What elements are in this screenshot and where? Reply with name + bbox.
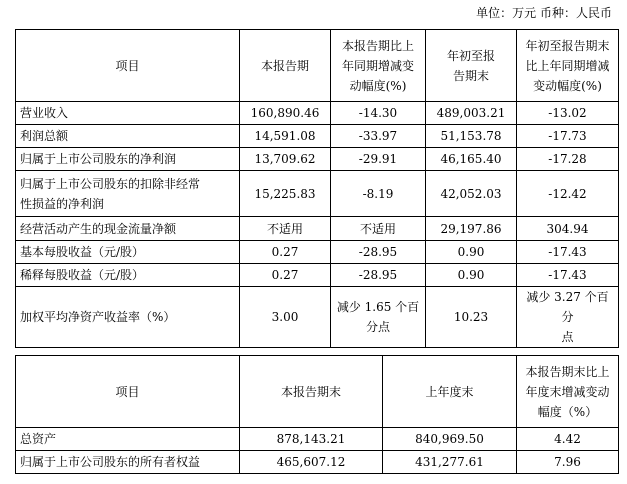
header-ytd-yoy — [517, 30, 619, 102]
row-current: 13,709.62 — [240, 148, 331, 171]
row-current-yoy: -28.95 — [331, 264, 426, 287]
header-ytd-line2: 告期末 — [452, 68, 489, 83]
table2-header-row — [16, 356, 619, 428]
row-ytd-yoy: -13.02 — [517, 102, 619, 125]
row-ytd-yoy: -17.73 — [517, 125, 619, 148]
header-item: 项目 — [16, 356, 240, 428]
header-change-line3: 幅度（%） — [537, 404, 598, 419]
header-current-yoy — [331, 30, 426, 102]
header-change-line2: 年度末增减变动 — [525, 384, 610, 399]
row-item: 加权平均净资产收益率（%） — [16, 287, 240, 348]
table-row — [16, 148, 619, 171]
header-current-yoy-line3: 动幅度(%) — [349, 78, 407, 93]
unit-currency-note: 单位：万元 币种：人民币 — [476, 6, 612, 20]
row-ytd-yoy: 304.94 — [517, 217, 619, 241]
row-prior-year-end: 431,277.61 — [383, 451, 517, 474]
row-current-yoy: -33.97 — [331, 125, 426, 148]
row-ytd: 489,003.21 — [426, 102, 517, 125]
header-item: 项目 — [16, 30, 240, 102]
row-current-yoy: 不适用 — [331, 217, 426, 241]
header-ytd-yoy-line1: 年初至报告期末 — [525, 38, 610, 53]
row-current-yoy: -14.30 — [331, 102, 426, 125]
row-current: 14,591.08 — [240, 125, 331, 148]
row-ytd-yoy: -17.28 — [517, 148, 619, 171]
row-item: 归属于上市公司股东的净利润 — [16, 148, 240, 171]
row-prior-year-end: 840,969.50 — [383, 428, 517, 451]
row-item: 经营活动产生的现金流量净额 — [16, 217, 240, 241]
balance-figures-table — [15, 355, 619, 474]
header-current-period: 本报告期 — [240, 30, 331, 102]
header-ytd-line1: 年初至报 — [446, 48, 495, 63]
row-ytd-yoy — [517, 287, 619, 348]
quarterly-key-figures-table — [15, 29, 619, 348]
row-item: 营业收入 — [16, 102, 240, 125]
table1-header-row — [16, 30, 619, 102]
row-ytd-yoy: -17.43 — [517, 241, 619, 264]
row-current-yoy-line1: 减少 1.65 个百 — [336, 300, 420, 314]
row-current-yoy — [331, 287, 426, 348]
row-ytd: 51,153.78 — [426, 125, 517, 148]
table-row — [16, 125, 619, 148]
table-row — [16, 171, 619, 217]
header-ytd — [426, 30, 517, 102]
row-item-line2: 性损益的净利润 — [20, 196, 105, 211]
table-row — [16, 241, 619, 264]
header-change — [517, 356, 619, 428]
row-ytd: 46,165.40 — [426, 148, 517, 171]
header-change-line1: 本报告期末比上 — [525, 364, 610, 379]
row-ytd: 10.23 — [426, 287, 517, 348]
row-current: 0.27 — [240, 264, 331, 287]
row-ytd-yoy-line2: 点 — [561, 330, 574, 344]
row-ytd: 0.90 — [426, 241, 517, 264]
row-current: 3.00 — [240, 287, 331, 348]
row-item: 稀释每股收益（元/股） — [16, 264, 240, 287]
row-change: 4.42 — [517, 428, 619, 451]
row-current: 不适用 — [240, 217, 331, 241]
row-ytd: 0.90 — [426, 264, 517, 287]
row-period-end: 465,607.12 — [240, 451, 383, 474]
row-current-yoy: -29.91 — [331, 148, 426, 171]
row-item: 归属于上市公司股东的所有者权益 — [16, 451, 240, 474]
row-item-line1: 归属于上市公司股东的扣除非经常 — [20, 176, 201, 191]
row-item — [16, 171, 240, 217]
table-row — [16, 217, 619, 241]
header-period-end: 本报告期末 — [240, 356, 383, 428]
table-row — [16, 428, 619, 451]
header-prior-year-end: 上年度末 — [383, 356, 517, 428]
row-change: 7.96 — [517, 451, 619, 474]
row-ytd-yoy: -12.42 — [517, 171, 619, 217]
table-row — [16, 264, 619, 287]
row-current-yoy-line2: 分点 — [365, 320, 390, 334]
header-current-yoy-line2: 年同期增减变 — [341, 58, 414, 73]
row-ytd: 42,052.03 — [426, 171, 517, 217]
row-period-end: 878,143.21 — [240, 428, 383, 451]
header-ytd-yoy-line3: 变动幅度(%) — [533, 78, 602, 93]
row-current: 15,225.83 — [240, 171, 331, 217]
row-current-yoy: -8.19 — [331, 171, 426, 217]
row-current: 0.27 — [240, 241, 331, 264]
row-ytd-yoy-line1: 减少 3.27 个百分 — [526, 290, 609, 324]
table-row — [16, 451, 619, 474]
table-row — [16, 102, 619, 125]
row-ytd-yoy: -17.43 — [517, 264, 619, 287]
table-row — [16, 287, 619, 348]
row-current: 160,890.46 — [240, 102, 331, 125]
row-item: 总资产 — [16, 428, 240, 451]
row-ytd: 29,197.86 — [426, 217, 517, 241]
row-current-yoy: -28.95 — [331, 241, 426, 264]
header-ytd-yoy-line2: 比上年同期增减 — [525, 58, 610, 73]
header-current-yoy-line1: 本报告期比上 — [341, 38, 414, 53]
row-item: 基本每股收益（元/股） — [16, 241, 240, 264]
row-item: 利润总额 — [16, 125, 240, 148]
